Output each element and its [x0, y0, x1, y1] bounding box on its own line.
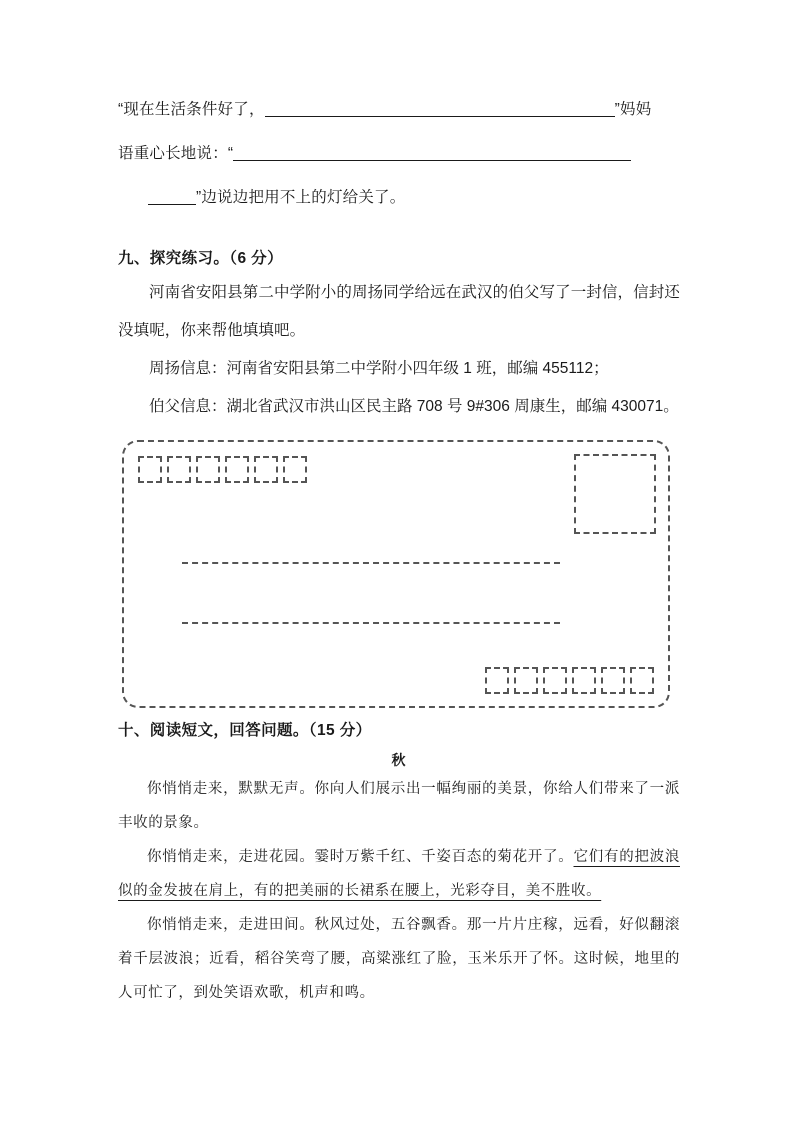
passage-paragraph-2-underlined: 它们有的把波浪似的金发披在肩上，有的把美丽的长裙系在腰上，光彩夺目，美不胜收。: [118, 849, 680, 899]
envelope-diagram: [118, 440, 680, 718]
postcode-box[interactable]: [225, 456, 249, 483]
dialogue-line-1-prefix: “现在生活条件好了，: [118, 101, 265, 118]
recipient-postcode-boxes[interactable]: [138, 456, 307, 483]
sender-info: 周扬信息：河南省安阳县第二中学附小四年级 1 班，邮编 455112；: [149, 360, 609, 377]
dialogue-line-1-suffix: ”妈妈: [614, 101, 652, 118]
answer-blank-3[interactable]: [148, 188, 196, 205]
recipient-name-line[interactable]: [182, 622, 560, 624]
section-nine-prompt: 河南省安阳县第二中学附小的周扬同学给远在武汉的伯父写了一封信，信封还没填呢，你来帮他填填吧。: [118, 284, 680, 339]
postcode-box[interactable]: [485, 667, 509, 694]
envelope-outline: [122, 440, 670, 708]
postcode-box[interactable]: [630, 667, 654, 694]
postcode-box[interactable]: [254, 456, 278, 483]
postcode-box[interactable]: [138, 456, 162, 483]
answer-blank-1[interactable]: [265, 100, 615, 117]
postcode-box[interactable]: [543, 667, 567, 694]
dialogue-line-3-suffix: ”边说边把用不上的灯给关了。: [196, 189, 406, 206]
page-content: [118, 88, 680, 1010]
postcode-box[interactable]: [572, 667, 596, 694]
postcode-box[interactable]: [514, 667, 538, 694]
stamp-area-box[interactable]: [574, 454, 656, 534]
passage-paragraph-2: [118, 840, 680, 908]
postcode-box[interactable]: [196, 456, 220, 483]
postcode-box[interactable]: [167, 456, 191, 483]
passage-paragraph-2-plain: 你悄悄走来，走进花园。霎时万紫千红、千姿百态的菊花开了。: [147, 849, 574, 865]
dialogue-line-2: [118, 132, 680, 176]
section-nine-heading: 九、探究练习。（6 分）: [118, 250, 283, 267]
postcode-box[interactable]: [601, 667, 625, 694]
passage-title: 秋: [391, 754, 407, 769]
answer-blank-2[interactable]: [233, 144, 631, 161]
section-ten-heading: 十、阅读短文，回答问题。（15 分）: [118, 722, 372, 739]
recipient-info: 伯父信息：湖北省武汉市洪山区民主路 708 号 9#306 周康生，邮编 430071。: [149, 398, 679, 415]
dialogue-line-3: [118, 176, 680, 220]
recipient-address-line[interactable]: [182, 562, 560, 564]
passage-paragraph-1: 你悄悄走来，默默无声。你向人们展示出一幅绚丽的美景，你给人们带来了一派丰收的景象。: [118, 781, 680, 831]
sender-postcode-boxes[interactable]: [485, 667, 654, 694]
postcode-box[interactable]: [283, 456, 307, 483]
passage-paragraph-3: 你悄悄走来，走进田间。秋风过处，五谷飘香。那一片片庄稼，远看，好似翻滚着千层波浪；近看，稻谷笑弯了腰，高粱涨红了脸，玉米乐开了怀。这时候，地里的人可忙了，到处笑语欢歌，机声和鸣。: [118, 917, 680, 1001]
dialogue-line-1: [118, 88, 680, 132]
question-eight-continuation: [118, 88, 680, 220]
dialogue-line-2-prefix: 语重心长地说：“: [118, 145, 234, 162]
